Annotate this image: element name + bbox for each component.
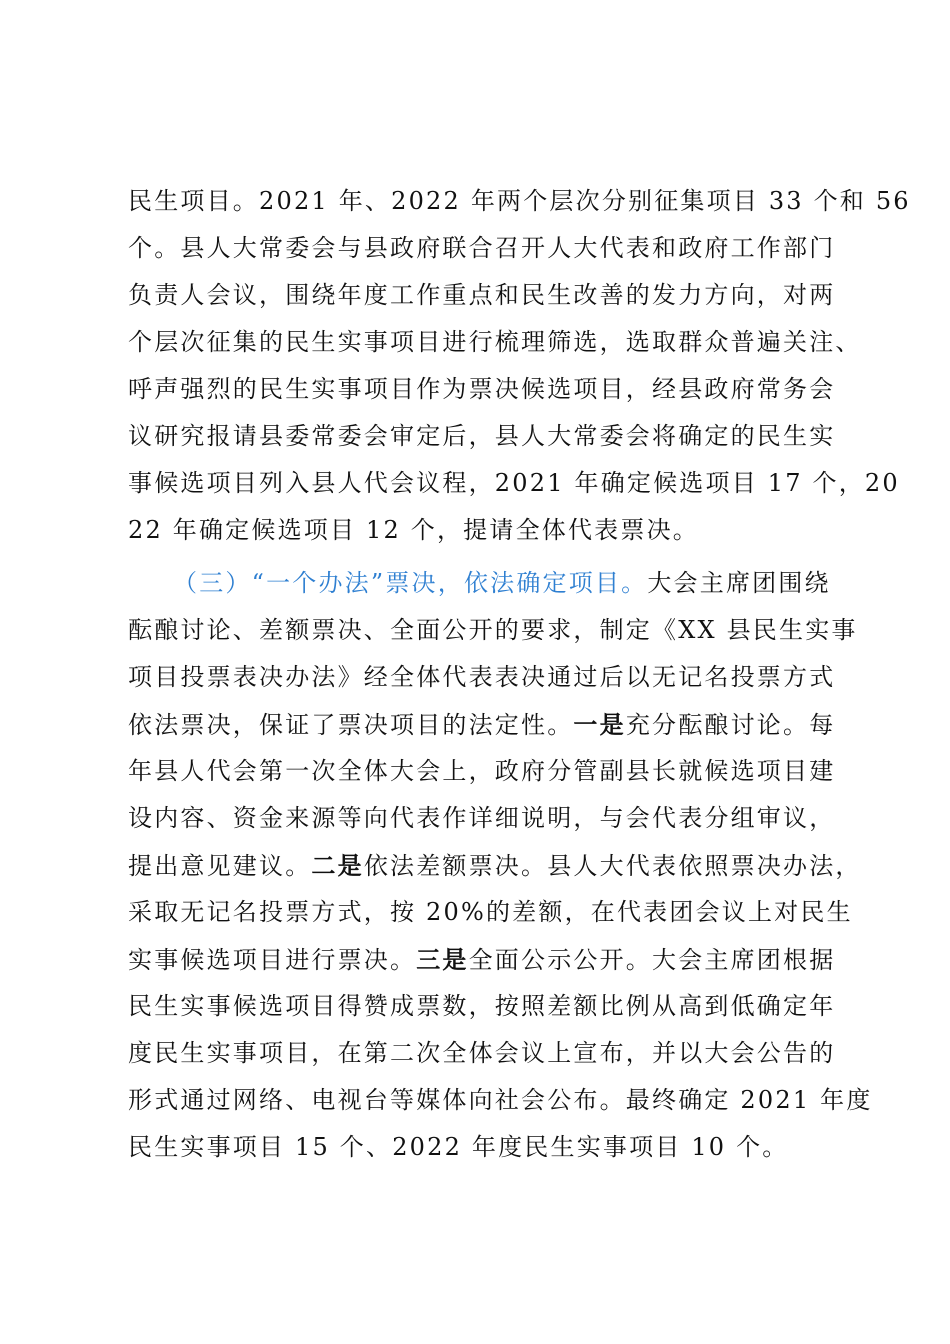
heading-line-rest: 大会主席团围绕 [647,569,831,597]
paragraph-line: 个层次征集的民生实事项目进行梳理筛选，选取群众普遍关注、 [128,328,862,356]
line-text: 充分酝酿讨论。每 [625,711,836,739]
paragraph-1 [128,178,911,554]
paragraph-line: 设内容、资金来源等向代表作详细说明，与会代表分组审议， [128,804,836,832]
paragraph-line: 民生实事候选项目得赞成票数，按照差额比例从高到低确定年 [128,992,836,1020]
paragraph-line [128,701,838,748]
paragraph-line: 形式通过网络、电视台等媒体向社会公布。最终确定 2021 年度 [128,1086,873,1114]
line-text: 提出意见建议。 [128,852,312,880]
point-one-label: 一是 [573,710,626,739]
line-text: 实事候选项目进行票决。 [128,946,417,974]
paragraph-line [128,936,838,983]
paragraph-line: 民生实事项目 15 个、2022 年度民生实事项目 10 个。 [128,1133,789,1161]
paragraph-line: 个。县人大常委会与县政府联合召开人大代表和政府工作部门 [128,234,836,262]
paragraph-line: 负责人会议，围绕年度工作重点和民生改善的发力方向，对两 [128,281,836,309]
paragraph-2 [128,560,873,1171]
section-heading: （三）“一个办法”票决，依法确定项目。 [173,569,648,597]
paragraph-line: 事候选项目列入县人代会议程，2021 年确定候选项目 17 个，20 [128,469,900,497]
paragraph-line: 民生项目。2021 年、2022 年两个层次分别征集项目 33 个和 56 [128,187,911,215]
paragraph-line: 采取无记名投票方式，按 20%的差额，在代表团会议上对民生 [128,898,853,926]
point-two-label: 二是 [311,851,364,880]
paragraph-line: 年县人代会第一次全体大会上，政府分管副县长就候选项目建 [128,757,836,785]
paragraph-line: 度民生实事项目，在第二次全体会议上宣布，并以大会公告的 [128,1039,836,1067]
paragraph-line: 22 年确定候选项目 12 个，提请全体代表票决。 [128,516,699,544]
paragraph-line: 项目投票表决办法》经全体代表表决通过后以无记名投票方式 [128,663,836,691]
paragraph-line [128,560,838,607]
paragraph-line: 议研究报请县委常委会审定后，县人大常委会将确定的民生实 [128,422,836,450]
line-text: 依法票决，保证了票决项目的法定性。 [128,711,574,739]
paragraph-line [128,842,862,889]
line-text: 依法差额票决。县人大代表依照票决办法， [363,852,862,880]
line-text: 全面公示公开。大会主席团根据 [468,946,836,974]
paragraph-line: 呼声强烈的民生实事项目作为票决候选项目，经县政府常务会 [128,375,836,403]
point-three-label: 三是 [416,945,469,974]
paragraph-line: 酝酿讨论、差额票决、全面公开的要求，制定《XX 县民生实事 [128,616,858,644]
